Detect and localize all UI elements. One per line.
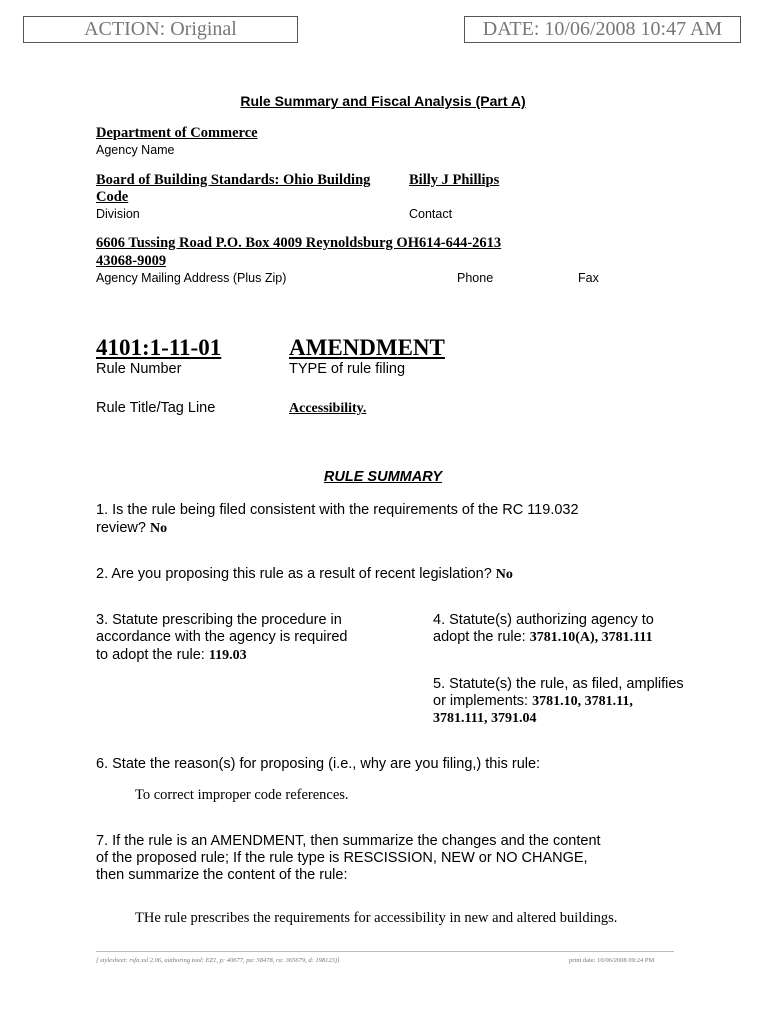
division-value-line2: Code (96, 189, 129, 205)
fax-label: Fax (578, 271, 599, 285)
rule-summary-heading: RULE SUMMARY (323, 469, 443, 485)
address-value-line2: 43068-9009 (96, 253, 167, 269)
question-4-answer: 3781.10(A), 3781.111 (529, 630, 653, 645)
question-3-line2: accordance with the agency is required (96, 629, 348, 645)
question-7-line2: of the proposed rule; If the rule type is RESCISSION, NEW or NO CHANGE, (96, 850, 588, 866)
rule-number-value: 4101:1-11-01 (96, 335, 222, 360)
address-value-line1: 6606 Tussing Road P.O. Box 4009 Reynoldsburg OH614-644-2613 (96, 235, 502, 251)
date-text: DATE: 10/06/2008 10:47 AM (482, 18, 723, 40)
question-6: 6. State the reason(s) for proposing (i.e., why are you filing,) this rule: (96, 756, 541, 772)
question-1-answer: No (150, 521, 168, 536)
question-3-answer: 119.03 (208, 648, 247, 663)
question-4-line1: 4. Statute(s) authorizing agency to (433, 612, 654, 628)
division-value-line1: Board of Building Standards: Ohio Building (96, 172, 371, 188)
question-4-text: adopt the rule: (433, 629, 526, 645)
footer-right: print date: 10/06/2008 09:24 PM (569, 957, 655, 964)
action-box (23, 16, 298, 43)
footer-left: [ stylesheet: rsfa.xsl 2.06, authoring tool: EZ1, p: 40677, pa: 58478, ra: 365679, d: 198123)] (96, 957, 340, 964)
question-5-answer-line1: 3781.10, 3781.11, (532, 694, 633, 709)
question-6-answer: To correct improper code references. (135, 787, 349, 803)
question-7-line1: 7. If the rule is an AMENDMENT, then summarize the changes and the content (96, 833, 601, 849)
question-1-text: review? (96, 520, 146, 536)
question-3-line1: 3. Statute prescribing the procedure in (96, 612, 342, 628)
date-box (464, 16, 741, 43)
question-5-text: or implements: (433, 693, 529, 709)
question-5-line2 (433, 693, 633, 710)
rule-type-value: AMENDMENT (289, 335, 445, 360)
phone-label: Phone (457, 271, 494, 285)
question-5-answer-line2: 3781.111, 3791.04 (433, 711, 537, 726)
contact-label: Contact (409, 207, 453, 221)
question-7-line3: then summarize the content of the rule: (96, 867, 348, 883)
question-2 (96, 566, 513, 583)
rule-title-value: Accessibility. (289, 401, 367, 416)
question-3-line3 (96, 647, 247, 664)
question-5-line1: 5. Statute(s) the rule, as filed, amplifies (433, 676, 684, 692)
question-3-text: to adopt the rule: (96, 647, 205, 663)
address-label: Agency Mailing Address (Plus Zip) (96, 271, 287, 285)
division-label: Division (96, 207, 140, 221)
question-2-text: 2. Are you proposing this rule as a result of recent legislation? (96, 566, 492, 582)
question-1-line2 (96, 520, 167, 537)
rule-title-label: Rule Title/Tag Line (96, 400, 216, 416)
agency-name-value: Department of Commerce (96, 125, 258, 141)
rule-type-label: TYPE of rule filing (289, 361, 406, 377)
page-title: Rule Summary and Fiscal Analysis (Part A) (240, 93, 526, 109)
contact-value: Billy J Phillips (409, 172, 500, 188)
question-7-answer: THe rule prescribes the requirements for accessibility in new and altered buildings. (135, 910, 618, 926)
question-4-line2 (433, 629, 653, 646)
rule-number-label: Rule Number (96, 361, 182, 377)
agency-name-label: Agency Name (96, 143, 175, 157)
footer-divider (96, 951, 674, 952)
question-1-line1: 1. Is the rule being filed consistent with the requirements of the RC 119.032 (96, 502, 579, 518)
action-text: ACTION: Original (84, 18, 237, 40)
question-2-answer: No (495, 567, 513, 582)
